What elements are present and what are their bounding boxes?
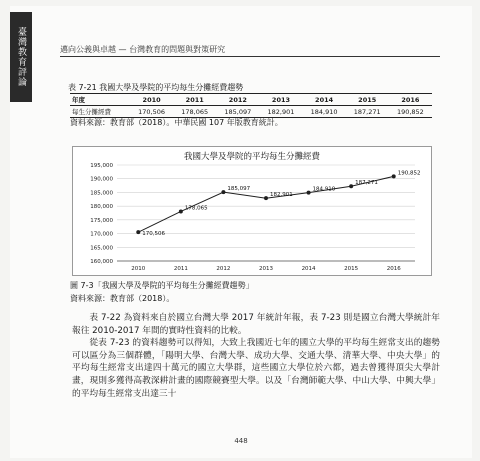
expenditure-table	[70, 93, 432, 118]
data-point	[221, 190, 225, 194]
table-cell: 184,910	[303, 106, 346, 118]
header-rule	[60, 56, 440, 57]
x-tick-label: 2012	[216, 266, 231, 272]
table-cell: 每生分攤經費	[70, 106, 130, 118]
data-label: 182,901	[270, 192, 293, 199]
x-tick-label: 2011	[173, 266, 188, 272]
table-row	[70, 106, 432, 118]
data-label: 178,065	[184, 205, 208, 212]
y-tick-label: 175,000	[90, 217, 113, 224]
data-point	[307, 191, 311, 195]
table-cell: 185,097	[216, 106, 259, 118]
y-tick-label: 180,000	[90, 204, 113, 211]
y-tick-label: 185,000	[90, 190, 113, 197]
table-header-cell: 2014	[303, 94, 346, 106]
table-header-cell: 2016	[389, 94, 432, 106]
table-cell: 182,901	[259, 106, 302, 118]
running-header: 邁向公義與卓越 — 台灣教育的問題與對策研究	[60, 45, 226, 54]
x-tick-label: 2013	[259, 266, 273, 272]
data-point	[349, 184, 353, 188]
table-cell: 178,065	[173, 106, 216, 118]
data-label: 184,910	[312, 186, 336, 193]
data-point	[179, 209, 183, 213]
data-point	[392, 174, 396, 178]
table-source-note: 資料來源：教育部（2018）。中華民國 107 年版教育統計。	[70, 118, 283, 127]
paragraph: 從表 7-23 的資料趨勢可以得知，大致上我國近七年的國立大學的平均每生經常支出的趨勢可以區分為三個群體，「陽明大學、台灣大學、成功大學、交通大學、清華大學、中央大學」的平均每生經常支出達四十萬元的國立大學群，這些國立大學位於六都，過去曾獲得頂尖大學計畫，現則多獲得高教深耕計畫的國際競賽型大學。以及「台灣師範大學、中山大學、中興大學」的平均每生經常支出達三十	[72, 338, 440, 399]
table-header-cell: 2015	[346, 94, 389, 106]
data-label: 190,852	[397, 170, 421, 177]
figure-source-note: 資料來源：教育部（2018）。	[70, 294, 175, 303]
y-tick-label: 165,000	[90, 245, 113, 252]
y-tick-label: 195,000	[90, 163, 113, 169]
data-point	[264, 196, 268, 200]
table-caption: 表 7-21 我國大學及學院的平均每生分攤經費趨勢	[68, 83, 244, 92]
x-tick-label: 2016	[386, 266, 401, 272]
figure-caption: 圖 7-3「我國大學及學院的平均每生分攤經費趨勢」	[70, 281, 254, 290]
data-label: 185,097	[227, 186, 251, 193]
paragraph: 表 7-22 為資料來自於國立台灣大學 2017 年統計年報，表 7-23 則是國立台灣大學統計年報往 2010-2017 年間的實時性資料的比較。	[72, 313, 440, 336]
x-tick-label: 2014	[301, 266, 316, 272]
book-page	[10, 6, 472, 458]
table-cell: 187,271	[346, 106, 389, 118]
y-tick-label: 190,000	[90, 176, 113, 183]
data-label: 170,506	[142, 231, 166, 238]
table-header-cell: 2010	[130, 94, 173, 106]
table-header-cell: 2011	[173, 94, 216, 106]
table-header-cell: 2013	[259, 94, 302, 106]
x-tick-label: 2010	[131, 266, 146, 272]
table-header-cell: 2012	[216, 94, 259, 106]
table-header-row	[70, 94, 432, 106]
data-point	[136, 230, 140, 234]
line-chart	[72, 146, 432, 276]
table-cell: 190,852	[389, 106, 432, 118]
table-cell: 170,506	[130, 106, 173, 118]
chart-plot-area	[73, 147, 431, 275]
body-text	[72, 312, 440, 400]
x-tick-label: 2015	[344, 266, 359, 272]
y-tick-label: 170,000	[90, 231, 113, 238]
data-label: 187,271	[355, 180, 378, 187]
chapter-side-tab: 臺灣教育評論	[10, 12, 32, 102]
chart-title: 我國大學及學院的平均每生分攤經費	[183, 152, 320, 162]
y-tick-label: 160,000	[90, 259, 113, 265]
page-number: 448	[234, 437, 248, 445]
table-header-cell: 年度	[70, 94, 130, 106]
